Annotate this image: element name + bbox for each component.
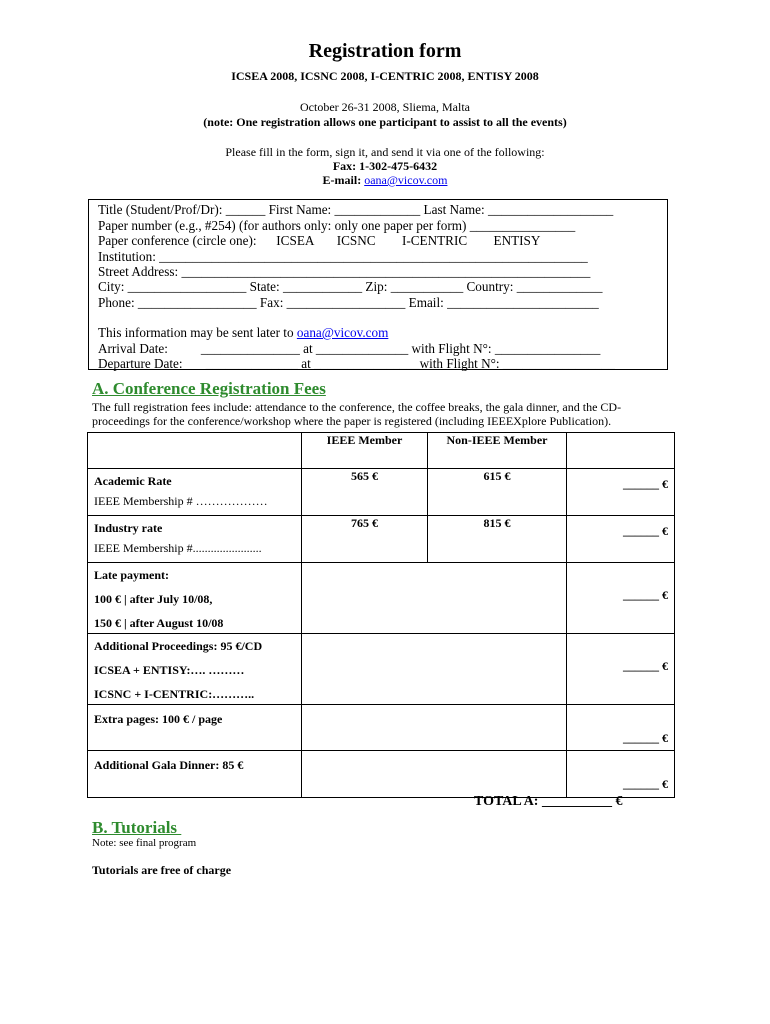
gala-dinner-empty-cell (302, 751, 567, 798)
table-row (88, 705, 675, 751)
academic-amount-field[interactable]: ______ € (623, 477, 668, 491)
industry-rate-label: Industry rate (94, 521, 163, 535)
event-dates: October 26-31 2008, Sliema, Malta (300, 100, 470, 114)
late-payment-amount-cell (567, 563, 675, 634)
extra-pages-cell (88, 705, 302, 751)
city-state-zip-fields[interactable]: City: __________________ State: ____________ Zip: ___________ Country: _____________ (98, 279, 603, 294)
departure-fields[interactable]: Departure Date: ______________ at ________________with Flight N°: _________________ (98, 356, 615, 371)
gala-dinner-amount-cell (567, 751, 675, 798)
late-payment-empty-cell (302, 563, 567, 634)
phone-fax-email-fields[interactable]: Phone: __________________ Fax: __________________ Email: _______________________ (98, 295, 599, 310)
section-a-description-line1: The full registration fees include: attendance to the conference, the coffee breaks, the gala dinner, and the CD- (92, 400, 622, 414)
email-line (0, 173, 770, 188)
later-info-text: This information may be sent later to (98, 325, 297, 340)
tutorials-free-text: Tutorials are free of charge (92, 863, 232, 877)
proceedings-icsea-entisy-field[interactable]: ICSEA + ENTISY:…. ……… (94, 663, 245, 677)
table-header-row (88, 433, 675, 469)
arrival-fields[interactable]: Arrival Date: _______________ at ______________ with Flight N°: ________________ (98, 341, 601, 356)
table-row (88, 751, 675, 798)
form-title: Registration form (308, 40, 462, 62)
section-a-heading: A. Conference Registration Fees (92, 379, 326, 398)
extra-pages-empty-cell (302, 705, 567, 751)
academic-rate-cell (88, 469, 302, 516)
email-label: E-mail: (322, 173, 362, 187)
late-payment-cell (88, 563, 302, 634)
late-payment-amount-field[interactable]: ______ € (623, 588, 668, 602)
paper-number-field[interactable]: Paper number (e.g., #254) (for authors only: only one paper per form) ________________ (98, 218, 576, 233)
non-ieee-member-header: Non-IEEE Member (428, 433, 567, 469)
additional-proceedings-label: Additional Proceedings: 95 €/CD (94, 639, 263, 653)
fax-number: Fax: 1-302-475-6432 (332, 159, 438, 173)
extra-pages-amount-cell (567, 705, 675, 751)
industry-rate-cell (88, 516, 302, 563)
total-a-field[interactable]: TOTAL A: __________ € (474, 794, 623, 809)
gala-dinner-amount-field[interactable]: ______ € (623, 777, 668, 791)
academic-ieee-price: 565 € (302, 469, 428, 516)
ieee-member-header: IEEE Member (302, 433, 428, 469)
table-row (88, 516, 675, 563)
proceedings-icsnc-icentric-field[interactable]: ICSNC + I-CENTRIC:……….. (94, 687, 255, 701)
proceedings-amount-field[interactable]: ______ € (623, 659, 668, 673)
conference-names: ICSEA 2008, ICSNC 2008, I-CENTRIC 2008, ENTISY 2008 (231, 69, 539, 83)
section-a-description-line2: proceedings for the conference/workshop where the paper is registered (including IEEEXplore Publication). (92, 414, 612, 428)
extra-pages-label: Extra pages: 100 € / page (94, 712, 223, 726)
proceedings-empty-cell (302, 634, 567, 705)
submit-instructions: Please fill in the form, sign it, and send it via one of the following: (225, 145, 545, 159)
later-info-email-link[interactable]: oana@vicov.com (296, 325, 389, 340)
academic-ieee-membership-field[interactable]: IEEE Membership # ……………… (94, 494, 268, 508)
gala-dinner-cell (88, 751, 302, 798)
industry-ieee-membership-field[interactable]: IEEE Membership #....................... (94, 541, 262, 555)
table-row (88, 634, 675, 705)
industry-ieee-price: 765 € (302, 516, 428, 563)
later-info-line (98, 325, 388, 341)
extra-pages-amount-field[interactable]: ______ € (623, 731, 668, 745)
registration-note: (note: One registration allows one participant to assist to all the events) (203, 115, 567, 129)
industry-nonieee-price: 815 € (428, 516, 567, 563)
late-payment-label: Late payment: (94, 568, 169, 582)
proceedings-amount-cell (567, 634, 675, 705)
table-row (88, 563, 675, 634)
academic-nonieee-price: 615 € (428, 469, 567, 516)
academic-amount-cell (567, 469, 675, 516)
header-empty-cell (88, 433, 302, 469)
industry-amount-cell (567, 516, 675, 563)
gala-dinner-label: Additional Gala Dinner: 85 € (94, 758, 244, 772)
table-row (88, 469, 675, 516)
name-fields[interactable]: Title (Student/Prof/Dr): ______ First Name: _____________ Last Name: ___________________ (98, 202, 614, 217)
street-address-field[interactable]: Street Address: ______________________________________________________________ (98, 264, 591, 279)
late-payment-july: 100 € | after July 10/08, (94, 592, 213, 606)
fees-table (87, 432, 675, 798)
participant-info-box (88, 199, 668, 370)
academic-rate-label: Academic Rate (94, 474, 172, 488)
section-b-heading: B. Tutorials (92, 818, 182, 837)
amount-header-cell (567, 433, 675, 469)
late-payment-august: 150 € | after August 10/08 (94, 616, 224, 630)
paper-conference-choice[interactable]: Paper conference (circle one): ICSEA ICSNC I-CENTRIC ENTISY (98, 233, 541, 248)
additional-proceedings-cell (88, 634, 302, 705)
industry-amount-field[interactable]: ______ € (623, 524, 668, 538)
institution-field[interactable]: Institution: _________________________________________________________________ (98, 249, 588, 264)
email-link[interactable]: oana@vicov.com (364, 173, 448, 187)
tutorials-note: Note: see final program (92, 837, 197, 849)
